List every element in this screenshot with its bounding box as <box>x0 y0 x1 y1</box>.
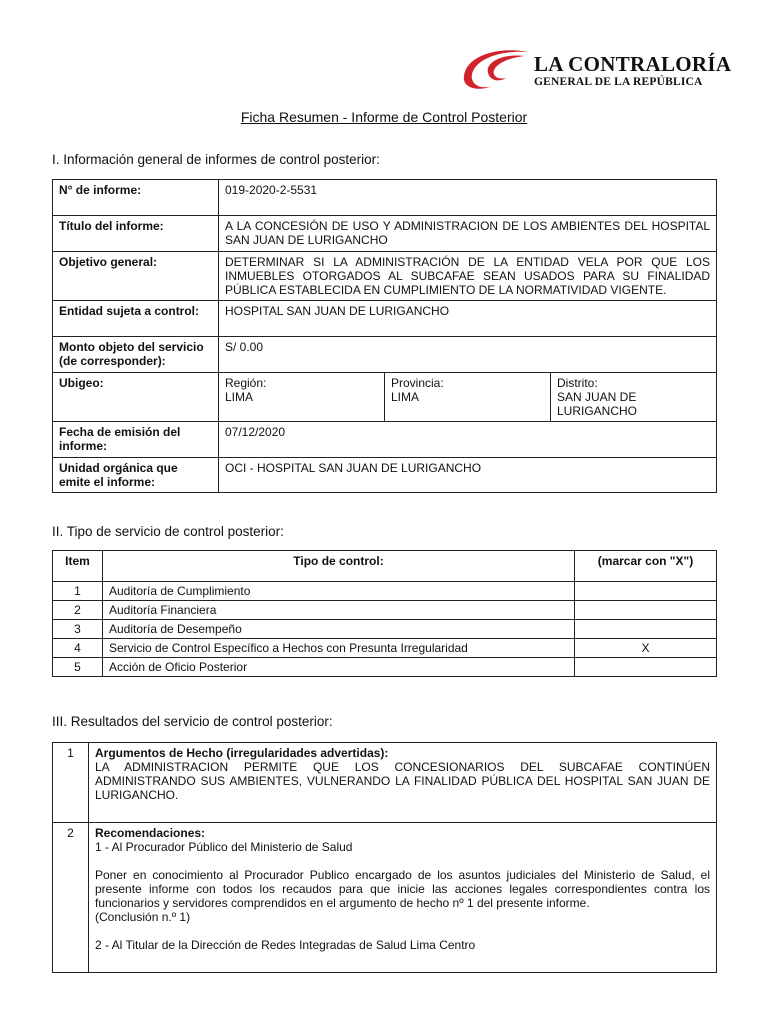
logo-line1: LA CONTRALORÍA <box>534 52 732 76</box>
table-row <box>53 582 717 601</box>
facts-text: LA ADMINISTRACION PERMITE QUE LOS CONCESIONARIOS DEL SUBCAFAE CONTINÚEN ADMINISTRANDO SUS AMBIENTES, VULNERANDO LA FINALIDAD PÚBLICA DEL HOSPITAL SAN JUAN DE LURIGANCHO. <box>95 760 710 802</box>
document-title: Ficha Resumen - Informe de Control Posterior <box>240 109 528 125</box>
table-row <box>53 658 717 677</box>
facts-title: Argumentos de Hecho (irregularidades advertidas): <box>95 746 389 760</box>
monto-label: Monto objeto del servicio (de corresponder): <box>53 337 219 373</box>
item-number: 5 <box>53 658 103 677</box>
entidad-value: HOSPITAL SAN JUAN DE LURIGANCHO <box>219 301 717 337</box>
distrito-value: SAN JUAN DE LURIGANCHO <box>557 390 638 418</box>
control-type: Auditoría de Desempeño <box>103 620 575 639</box>
fecha-label: Fecha de emisión del informe: <box>53 422 219 458</box>
logo-emblem-icon <box>458 46 530 92</box>
recommendation-1-heading: 1 - Al Procurador Público del Ministerio de Salud <box>95 840 353 854</box>
recommendation-2-heading: 2 - Al Titular de la Dirección de Redes Integradas de Salud Lima Centro <box>95 938 476 952</box>
logo-line2: GENERAL DE LA REPÚBLICA <box>534 76 703 88</box>
ubigeo-label: Ubigeo: <box>53 373 219 422</box>
item-number: 2 <box>53 601 103 620</box>
table-row <box>53 601 717 620</box>
informe-label: N° de informe: <box>53 180 219 216</box>
col-tipo-header: Tipo de control: <box>103 551 575 582</box>
section1-heading: I. Información general de informes de control posterior: <box>52 152 380 167</box>
section2-heading: II. Tipo de servicio de control posterior: <box>52 524 284 539</box>
general-info-table <box>52 179 717 493</box>
item-number: 4 <box>53 639 103 658</box>
col-item-header: Item <box>53 551 103 582</box>
titulo-label: Título del informe: <box>53 216 219 252</box>
provincia-cell <box>385 373 551 422</box>
fecha-value: 07/12/2020 <box>219 422 717 458</box>
titulo-value: A LA CONCESIÓN DE USO Y ADMINISTRACION DE LOS AMBIENTES DEL HOSPITAL SAN JUAN DE LURIGANCHO <box>219 216 717 252</box>
region-cell <box>219 373 385 422</box>
contraloria-logo <box>458 46 732 92</box>
informe-value: 019-2020-2-5531 <box>219 180 717 216</box>
mark-cell <box>575 658 717 677</box>
unidad-value: OCI - HOSPITAL SAN JUAN DE LURIGANCHO <box>219 458 717 493</box>
control-type: Auditoría Financiera <box>103 601 575 620</box>
section3-heading: III. Resultados del servicio de control posterior: <box>52 714 333 729</box>
region-label: Región: <box>225 376 267 390</box>
unidad-label: Unidad orgánica que emite el informe: <box>53 458 219 493</box>
monto-value: S/ 0.00 <box>219 337 717 373</box>
recommendation-1-conclusion: (Conclusión n.º 1) <box>95 910 191 924</box>
mark-cell <box>575 601 717 620</box>
results-table <box>52 742 717 973</box>
control-type: Servicio de Control Específico a Hechos con Presunta Irregularidad <box>103 639 575 658</box>
objetivo-label: Objetivo general: <box>53 252 219 301</box>
table-row <box>53 620 717 639</box>
provincia-label: Provincia: <box>391 376 444 390</box>
result-number: 2 <box>53 823 89 973</box>
provincia-value: LIMA <box>391 390 420 404</box>
region-value: LIMA <box>225 390 254 404</box>
mark-cell <box>575 582 717 601</box>
col-marca-header: (marcar con "X") <box>575 551 717 582</box>
mark-cell: X <box>575 639 717 658</box>
item-number: 1 <box>53 582 103 601</box>
recommendation-1-text: Poner en conocimiento al Procurador Publico encargado de los asuntos judiciales del Ministerio de Salud, el presente informe con todos los recaudos para que inicie las acciones legales correspondientes contra los funcionarios y servidores comprendidos en el argumento de hecho nº 1 del presente informe. <box>95 868 710 910</box>
distrito-label: Distrito: <box>557 376 598 390</box>
service-type-table <box>52 550 717 677</box>
mark-cell <box>575 620 717 639</box>
result-facts-cell <box>89 743 717 823</box>
distrito-cell <box>551 373 717 422</box>
objetivo-value: DETERMINAR SI LA ADMINISTRACIÓN DE LA ENTIDAD VELA POR QUE LOS INMUEBLES OTORGADOS AL SUBCAFAE SEAN USADOS PARA SU FINALIDAD PÚBLICA ESTABLECIDA EN CUMPLIMIENTO DE LA NORMATIVIDAD VIGENTE. <box>219 252 717 301</box>
item-number: 3 <box>53 620 103 639</box>
table-row <box>53 639 717 658</box>
recommendations-title: Recomendaciones: <box>95 826 206 840</box>
result-number: 1 <box>53 743 89 823</box>
control-type: Acción de Oficio Posterior <box>103 658 575 677</box>
control-type: Auditoría de Cumplimiento <box>103 582 575 601</box>
result-recommendations-cell <box>89 823 717 973</box>
entidad-label: Entidad sujeta a control: <box>53 301 219 337</box>
